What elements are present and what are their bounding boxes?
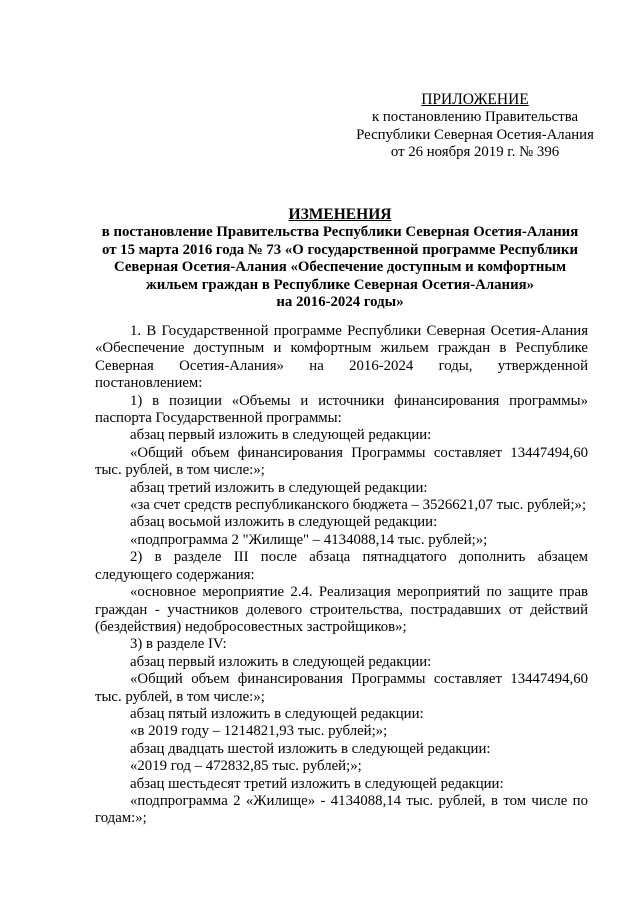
- body-paragraph: «Общий объем финансирования Программы составляет 13447494,60 тыс. рублей, в том числе:»;: [95, 671, 588, 705]
- body-paragraph: абзац шестьдесят третий изложить в следующей редакции:: [130, 775, 504, 792]
- attachment-heading: ПРИЛОЖЕНИЕ: [421, 91, 529, 108]
- body-paragraph: абзац восьмой изложить в следующей редакции:: [130, 514, 438, 531]
- body-paragraph: «в 2019 году – 1214821,93 тыс. рублей;»;: [130, 723, 388, 740]
- changes-title-line: жильем граждан в Республике Северная Осетия-Алания»: [145, 276, 534, 293]
- body-paragraph: абзац пятый изложить в следующей редакции:: [130, 705, 424, 722]
- body-paragraph: 1. В Государственной программе Республики Северная Осетия-Алания «Обеспечение доступным и комфортным жильем граждан в Республике Северная Осетия-Алания» на 2016-2024 годы, утвержденной постановлением:: [95, 323, 588, 392]
- body-paragraph: «основное мероприятие 2.4. Реализация мероприятий по защите прав граждан - участников долевого строительства, пострадавших от действий (бездействия) недобросовестных застройщиков»;: [95, 584, 588, 635]
- changes-title-line: от 15 марта 2016 года № 73 «О государственной программе Республики: [102, 241, 578, 258]
- changes-heading: ИЗМЕНЕНИЯ: [288, 206, 392, 223]
- body-paragraph: «подпрограмма 2 "Жилище" – 4134088,14 тыс. рублей;»;: [130, 531, 488, 548]
- changes-title-line: на 2016-2024 годы»: [276, 294, 404, 311]
- body-paragraph: абзац двадцать шестой изложить в следующей редакции:: [130, 740, 491, 757]
- body-paragraph: «2019 год – 472832,85 тыс. рублей;»;: [130, 758, 362, 775]
- body-paragraph: «Общий объем финансирования Программы составляет 13447494,60 тыс. рублей, в том числе:»;: [95, 444, 588, 479]
- body-paragraph: «подпрограмма 2 «Жилище» - 4134088,14 тыс. рублей, в том числе по годам:»;: [95, 792, 588, 827]
- attachment-line: к постановлению Правительства: [371, 109, 579, 126]
- attachment-line: от 26 ноября 2019 г. № 396: [390, 144, 560, 161]
- body-paragraph: абзац третий изложить в следующей редакции:: [130, 479, 428, 496]
- changes-title-line: Северная Осетия-Алания «Обеспечение доступным и комфортным: [113, 259, 567, 276]
- body-paragraph: 3) в разделе IV:: [130, 636, 227, 653]
- body-paragraph: абзац первый изложить в следующей редакции:: [130, 653, 432, 670]
- body-paragraph: «за счет средств республиканского бюджета – 3526621,07 тыс. рублей;»;: [130, 497, 587, 514]
- changes-title-block: [80, 206, 600, 311]
- body-paragraph: абзац первый изложить в следующей редакции:: [130, 427, 432, 444]
- document-body: [95, 323, 588, 828]
- attachment-block: [340, 91, 610, 162]
- body-paragraph: 1) в позиции «Объемы и источники финансирования программы» паспорта Государственной программы:: [95, 392, 588, 427]
- changes-title-line: в постановление Правительства Республики Северная Осетия-Алания: [101, 224, 579, 241]
- body-paragraph: 2) в разделе III после абзаца пятнадцатого дополнить абзацем следующего содержания:: [95, 549, 588, 583]
- attachment-line: Республики Северная Осетия-Алания: [356, 126, 594, 143]
